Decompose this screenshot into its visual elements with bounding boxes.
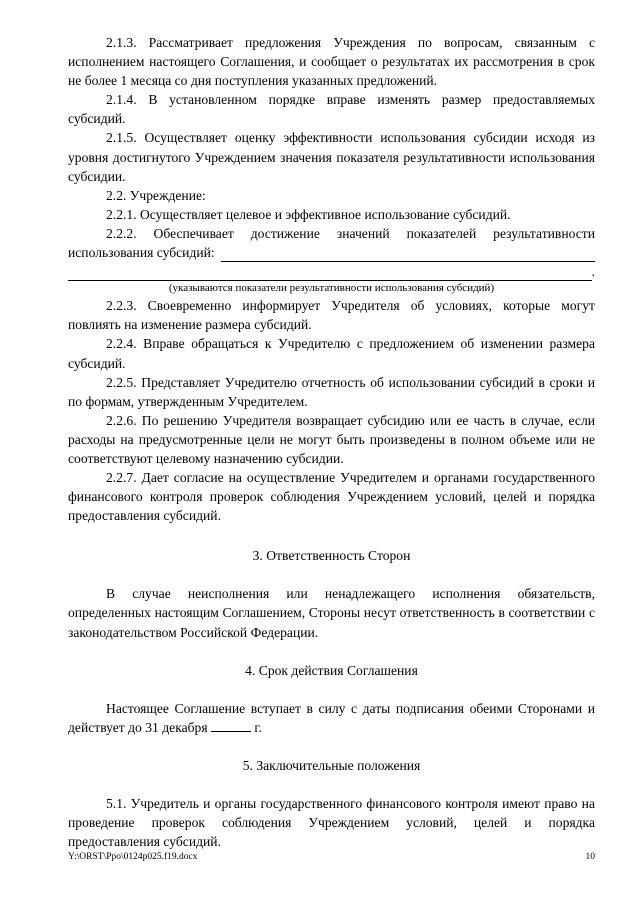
clause-2-2-6: 2.2.6. По решению Учредителя возвращает субсидию или ее часть в случае, если расходы на предусмотренные цели не могут быть произведены в полном объеме или не соответствуют целевому назначению субсидии. — [68, 412, 595, 466]
clause-2-1-5: 2.1.5. Осуществляет оценку эффективности использования субсидии исходя из уровня достигнутого Учреждением значения показателя результативности использования субсидии. — [68, 130, 595, 184]
section-4-text-main: Настоящее Соглашение вступает в силу с даты подписания обеими Сторонами и действует до 31 декабря — [68, 700, 595, 735]
clause-2-1-4: 2.1.4. В установленном порядке вправе изменять размер предоставляемых субсидий. — [68, 92, 595, 127]
indicators-line-2 — [68, 262, 595, 281]
year-blank — [211, 719, 251, 732]
document-page — [68, 33, 595, 851]
section-4-text — [68, 699, 595, 737]
page-number: 10 — [585, 852, 595, 862]
indicators-blank-2 — [68, 265, 592, 281]
clause-2-1-3: 2.1.3. Рассматривает предложения Учреждения по вопросам, связанным с исполнением настоящего Соглашения, и сообщает о результатах их рассмотрения в срок не более 1 месяца со дня поступления указанных предложений. — [68, 35, 595, 89]
section-3-title: 3. Ответственность Сторон — [252, 548, 411, 564]
file-path: Y:\ORST\Ppo\0124p025.f19.docx — [68, 852, 198, 862]
page-footer — [68, 852, 595, 862]
indicators-label: использования субсидий: — [68, 245, 215, 261]
indicators-blank — [221, 247, 595, 262]
indicators-period: . — [591, 264, 595, 280]
clause-2-2-7: 2.2.7. Дает согласие на осуществление Учредителем и органами государственного финансового контроля проверок соблюдения Учреждением условий, целей и порядка предоставления субсидий. — [68, 470, 595, 524]
clause-2-2: 2.2. Учреждение: — [106, 187, 206, 203]
clause-2-2-1: 2.2.1. Осуществляет целевое и эффективное использование субсидий. — [106, 206, 511, 222]
section-4-title: 4. Срок действия Соглашения — [245, 662, 418, 678]
clause-2-2-2: 2.2.2. Обеспечивает достижение значений показателей результативности — [106, 225, 595, 241]
clause-2-2-3: 2.2.3. Своевременно информирует Учредителя об условиях, которые могут повлиять на изменение размера субсидий. — [68, 298, 595, 333]
section-5-title: 5. Заключительные положения — [242, 757, 421, 773]
indicators-note: (указываются показатели результативности использования субсидий) — [168, 282, 495, 295]
clause-2-2-4: 2.2.4. Вправе обращаться к Учредителю с предложением об изменении размера субсидий. — [68, 336, 595, 371]
indicators-line — [68, 243, 595, 262]
clause-5-1: 5.1. Учредитель и органы государственного финансового контроля имеют право на проведение проверок соблюдения Учреждением условий, целей и порядка предоставления субсидий. — [68, 795, 595, 849]
section-3-text: В случае неисполнения или ненадлежащего исполнения обязательств, определенных настоящим Соглашением, Стороны несут ответственность в соответствии с законодательством Российской Федерации. — [68, 586, 595, 640]
clause-2-2-5: 2.2.5. Представляет Учредителю отчетность об использовании субсидий в сроки и по формам, утвержденным Учредителем. — [68, 374, 595, 409]
section-4-text-end: г. — [254, 719, 262, 735]
